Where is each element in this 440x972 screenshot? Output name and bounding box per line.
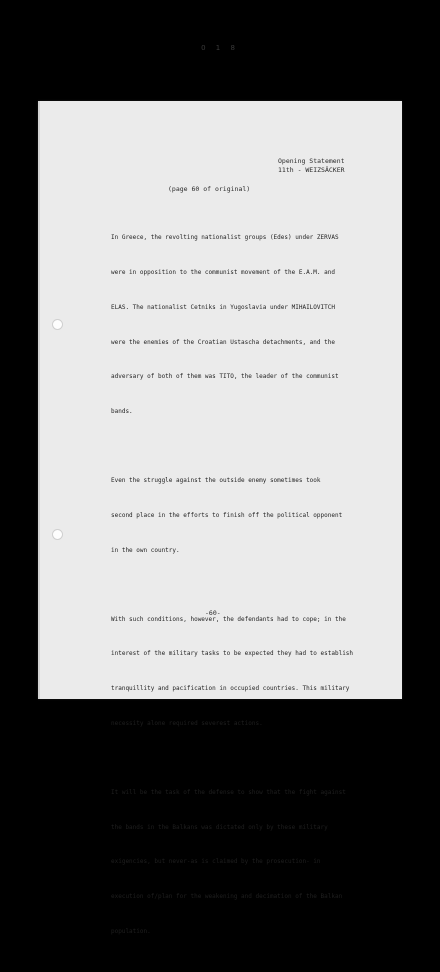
text-line: It will be the task of the defense to show that the fight against: [111, 788, 346, 796]
paragraph: [111, 452, 381, 580]
text-line: the bands in the Balkans was dictated only by these military: [111, 823, 328, 831]
paragraph: [111, 764, 381, 961]
document-page: [38, 101, 402, 936]
text-line: second place in the efforts to finish off the political opponent: [111, 511, 343, 519]
document-header: [278, 157, 345, 175]
text-line: exigencies, but never-as is claimed by the prosecution- in: [111, 858, 321, 866]
text-line: interest of the military tasks to be expected they had to establish: [111, 650, 354, 658]
text-line: necessity alone required severest actions.: [111, 719, 263, 727]
text-line: execution of/plan for the weakening and decimation of the Balkan: [111, 893, 343, 901]
text-line: Even the struggle against the outside enemy sometimes took: [111, 477, 321, 485]
page-number: -60-: [205, 609, 221, 617]
document-body: [111, 209, 381, 972]
text-line: adversary of both of them was TITO, the leader of the communist: [111, 373, 339, 381]
header-line-2: 11th - WEIZSÄCKER: [278, 166, 345, 174]
text-line: tranquillity and pacification in occupied countries. This military: [111, 685, 350, 693]
text-line: ELAS. The nationalist Cetniks in Yugoslavia under MIHAILOVITCH: [111, 303, 335, 311]
header-line-1: Opening Statement: [278, 157, 345, 165]
punch-hole-icon: [52, 319, 63, 330]
paragraph: [111, 590, 381, 752]
punch-hole-icon: [52, 529, 63, 540]
page-edge: [38, 101, 40, 699]
text-line: bands.: [111, 408, 133, 416]
text-line: population.: [111, 928, 151, 936]
text-line: were in opposition to the communist movement of the E.A.M. and: [111, 268, 335, 276]
original-page-reference: (page 60 of original): [168, 185, 251, 193]
text-line: In Greece, the revolting nationalist groups (Edes) under ZERVAS: [111, 234, 339, 242]
text-line: With such conditions, however, the defendants had to cope; in the: [111, 615, 346, 623]
text-line: in the own country.: [111, 546, 180, 554]
frame-number-label: 0 1 8: [201, 44, 239, 52]
paragraph: [111, 209, 381, 441]
text-line: were the enemies of the Croatian Ustascha detachments, and the: [111, 338, 335, 346]
